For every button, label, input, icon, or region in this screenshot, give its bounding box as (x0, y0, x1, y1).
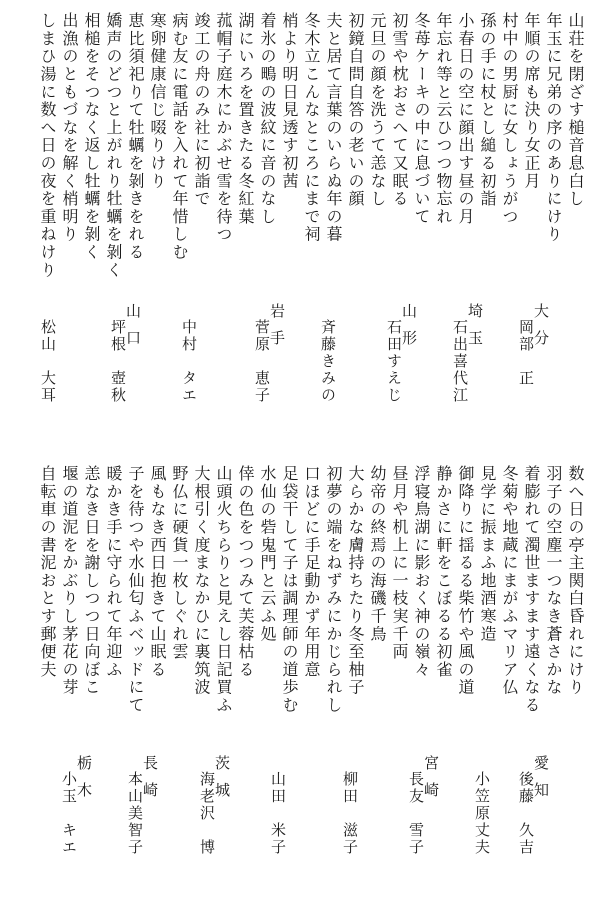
haiku-line: 年順の席も決り女正月 (522, 12, 541, 190)
author-name: 中村 タエ (180, 319, 198, 404)
haiku-line: 水仙の砦鬼門と云ふ処 (258, 465, 277, 643)
author-name: 石出喜代江 (451, 319, 469, 404)
haiku-line: 元旦の顔を洗うて恙なし (368, 12, 387, 208)
haiku-line: 孫の手に杖とし縋る初詣 (478, 12, 497, 208)
haiku-line: 湖にいろを置きたる冬紅葉 (236, 12, 255, 226)
author-name: 柳田 滋子 (341, 771, 359, 856)
author-block (452, 303, 482, 404)
author-name: 岡部 正 (517, 319, 535, 387)
author-prefecture: 山口 (124, 303, 142, 357)
author-block (254, 303, 284, 404)
haiku-line: 山頭火ちらりと見えし日記買ふ (214, 465, 233, 715)
haiku-line: 着氷の鴫の波紋に音のなし (258, 12, 277, 226)
haiku-line: 見学に振まふ地酒寒造 (478, 465, 497, 643)
author-block (40, 303, 55, 404)
author-block (342, 755, 357, 856)
haiku-line: 冬菊や地蔵にまがふマリア仏 (500, 465, 519, 697)
haiku-line: 菰帽子庭木にかぶせ雪を待つ (214, 12, 233, 244)
haiku-line: 着膨れて濁世ますます遠くなる (522, 465, 541, 715)
haiku-line: 暖かき手に守られて年迎ふ (104, 465, 123, 679)
haiku-line: しまひ湯に数へ日の夜を重ねけり (38, 12, 57, 279)
haiku-line: 羽子の空塵一つなき蒼さかな (544, 465, 563, 697)
haiku-line: 足袋干して子は調理師の道歩む (280, 465, 299, 715)
haiku-line: 嬌声のどつと上がれり牡蠣を剝く (104, 12, 123, 279)
author-name: 長友 雪子 (407, 771, 425, 856)
haiku-line: 恙なき日を謝しつつ日向ぼこ (82, 465, 101, 697)
author-block (518, 303, 548, 387)
haiku-line: 年忘れ等と云ひつつ物忘れ (434, 12, 453, 226)
haiku-line: 堰の道泥をかぶりし茅花の芽 (60, 465, 79, 697)
haiku-line: 大根引く度まなかひに裏筑波 (192, 465, 211, 697)
haiku-line: 自転車の書泥おとす郵便夫 (38, 465, 57, 679)
haiku-line: 風もなき西日抱きて山眠る (148, 465, 167, 679)
haiku-line: 年玉に兄弟の序のありにけり (544, 12, 563, 244)
haiku-line: 病む友に電話を入れて年惜しむ (170, 12, 189, 262)
haiku-line: 出漁のともづなを解く梢明り (60, 12, 79, 244)
author-prefecture: 大分 (532, 303, 550, 357)
haiku-line: 初雪や枕おさへて又眠る (390, 12, 409, 208)
author-block (61, 755, 91, 856)
author-prefecture: 長崎 (141, 755, 159, 809)
author-block (474, 755, 489, 856)
haiku-line: 浮寝鳥湖に影おく神の嶺々 (412, 465, 431, 679)
haiku-line: 寒卵健康信じ啜りけり (148, 12, 167, 190)
author-prefecture: 宮崎 (422, 755, 440, 809)
haiku-line: 口ほどに手足動かず年用意 (302, 465, 321, 679)
haiku-line: 夫と居て言葉のいらぬ年の暮 (324, 12, 343, 244)
haiku-line: 静かさに軒をこぼるる初雀 (434, 465, 453, 679)
haiku-line: 御降りに揺るる柴竹や風の道 (456, 465, 475, 697)
author-prefecture: 茨城 (213, 755, 231, 809)
author-name: 石田すえじ (385, 319, 403, 404)
author-prefecture: 栃木 (75, 755, 93, 809)
author-block (408, 755, 438, 856)
author-name: 斉藤きみの (319, 319, 337, 404)
author-name: 小玉 キエ (60, 771, 78, 856)
haiku-line: 大らかな膚持ちたり冬至柚子 (346, 465, 365, 697)
haiku-line: 初鏡自問自答の老いの顔 (346, 12, 365, 208)
author-block (518, 755, 548, 856)
haiku-line: 冬木立こんなところにまで祠 (302, 12, 321, 244)
author-name: 本山美智子 (126, 771, 144, 856)
author-block (199, 755, 229, 856)
haiku-line: 子を待つや水仙匂ふベッドにて (126, 465, 145, 715)
author-prefecture: 山形 (400, 303, 418, 357)
haiku-line: 竣工の舟のみ社に初詣で (192, 12, 211, 208)
haiku-line: 野仏に硬貨一枚しぐれ雲 (170, 465, 189, 661)
author-prefecture: 岩手 (268, 303, 286, 357)
author-name: 山田 米子 (269, 771, 287, 856)
author-name: 後藤 久吉 (517, 771, 535, 856)
author-name: 坪根 壺秋 (109, 319, 127, 404)
author-prefecture: 愛知 (532, 755, 550, 809)
haiku-line: 山荘を閉ざす槌音息白し (566, 12, 585, 208)
haiku-line: 昼月や机上に一枝実千両 (390, 465, 409, 661)
author-name: 菅原 恵子 (253, 319, 271, 404)
haiku-line: 小春日の空に顔出す昼の月 (456, 12, 475, 226)
haiku-line: 数へ日の亭主関白昏れにけり (566, 465, 585, 697)
haiku-line: 梢より明日見透す初茜 (280, 12, 299, 190)
author-prefecture: 埼玉 (466, 303, 484, 357)
author-block (270, 755, 285, 856)
author-name: 松山 大耳 (39, 319, 57, 404)
author-block (320, 303, 335, 404)
haiku-line: 冬苺ケーキの中に息づいて (412, 12, 431, 226)
author-block (110, 303, 140, 404)
author-block (127, 755, 157, 856)
author-name: 小笠原丈夫 (473, 771, 491, 856)
author-block (386, 303, 416, 404)
haiku-line: 恵比須祀りて牡蠣を剝きをれる (126, 12, 145, 262)
haiku-line: 幼帝の終焉の海磯千鳥 (368, 465, 387, 643)
author-block (181, 303, 196, 404)
haiku-line: 倖の色をつつみて芙蓉枯る (236, 465, 255, 679)
haiku-line: 相槌をそつなく返し牡蠣を剝く (82, 12, 101, 262)
haiku-line: 村中の男厨に女しょうがつ (500, 12, 519, 226)
author-name: 海老沢 博 (198, 771, 216, 856)
haiku-line: 初夢の端をねずみにかじられし (324, 465, 343, 715)
